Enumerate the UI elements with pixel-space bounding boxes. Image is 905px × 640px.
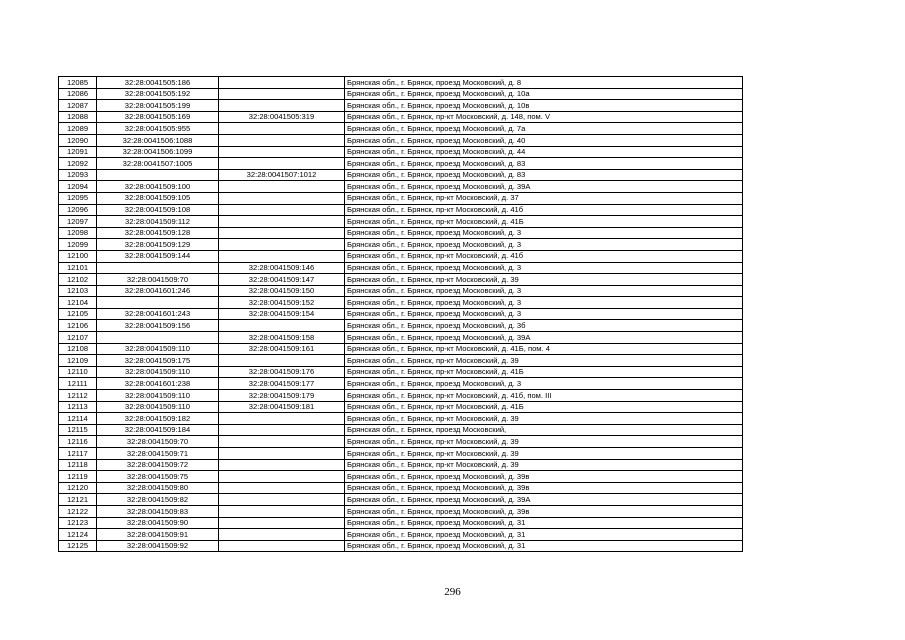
old-cadastral-number-cell: 32:28:0041509:110 (97, 401, 219, 413)
row-number-cell: 12103 (59, 285, 97, 297)
old-cadastral-number-cell (97, 262, 219, 274)
table-row (59, 517, 743, 529)
old-cadastral-number-cell: 32:28:0041509:105 (97, 192, 219, 204)
row-number-cell: 12122 (59, 505, 97, 517)
table-row (59, 111, 743, 123)
address-cell: Брянская обл., г. Брянск, пр-кт Московский, д. 148, пом. V (345, 111, 743, 123)
table-row (59, 366, 743, 378)
new-cadastral-number-cell (219, 77, 345, 89)
new-cadastral-number-cell: 32:28:0041509:179 (219, 390, 345, 402)
old-cadastral-number-cell (97, 332, 219, 344)
address-cell: Брянская обл., г. Брянск, проезд Московский, д. 83 (345, 158, 743, 170)
new-cadastral-number-cell: 32:28:0041509:176 (219, 366, 345, 378)
old-cadastral-number-cell (97, 297, 219, 309)
table-row (59, 77, 743, 89)
old-cadastral-number-cell: 32:28:0041509:71 (97, 448, 219, 460)
new-cadastral-number-cell (219, 355, 345, 367)
row-number-cell: 12087 (59, 100, 97, 112)
old-cadastral-number-cell: 32:28:0041509:72 (97, 459, 219, 471)
table-row (59, 146, 743, 158)
row-number-cell: 12101 (59, 262, 97, 274)
address-cell: Брянская обл., г. Брянск, проезд Московский, д. 3 (345, 239, 743, 251)
new-cadastral-number-cell (219, 146, 345, 158)
table-row (59, 204, 743, 216)
old-cadastral-number-cell: 32:28:0041509:182 (97, 413, 219, 425)
row-number-cell: 12089 (59, 123, 97, 135)
old-cadastral-number-cell: 32:28:0041509:112 (97, 216, 219, 228)
new-cadastral-number-cell (219, 320, 345, 332)
new-cadastral-number-cell (219, 448, 345, 460)
address-cell: Брянская обл., г. Брянск, пр-кт Московский, д. 41б (345, 204, 743, 216)
old-cadastral-number-cell: 32:28:0041506:1088 (97, 134, 219, 146)
table-row (59, 355, 743, 367)
table-row (59, 390, 743, 402)
new-cadastral-number-cell (219, 134, 345, 146)
address-cell: Брянская обл., г. Брянск, проезд Московский, д. 31 (345, 540, 743, 552)
row-number-cell: 12091 (59, 146, 97, 158)
address-cell: Брянская обл., г. Брянск, проезд Московский, д. 44 (345, 146, 743, 158)
new-cadastral-number-cell (219, 413, 345, 425)
old-cadastral-number-cell: 32:28:0041509:82 (97, 494, 219, 506)
old-cadastral-number-cell: 32:28:0041509:110 (97, 390, 219, 402)
table-row (59, 262, 743, 274)
row-number-cell: 12123 (59, 517, 97, 529)
row-number-cell: 12102 (59, 274, 97, 286)
row-number-cell: 12098 (59, 227, 97, 239)
address-cell: Брянская обл., г. Брянск, проезд Московский, д. 83 (345, 169, 743, 181)
new-cadastral-number-cell (219, 181, 345, 193)
old-cadastral-number-cell: 32:28:0041505:199 (97, 100, 219, 112)
table-row (59, 343, 743, 355)
address-cell: Брянская обл., г. Брянск, проезд Московский, д. 3 (345, 285, 743, 297)
row-number-cell: 12120 (59, 482, 97, 494)
address-cell: Брянская обл., г. Брянск, проезд Московский, д. 3 (345, 262, 743, 274)
row-number-cell: 12109 (59, 355, 97, 367)
old-cadastral-number-cell: 32:28:0041509:128 (97, 227, 219, 239)
row-number-cell: 12112 (59, 390, 97, 402)
old-cadastral-number-cell: 32:28:0041509:75 (97, 471, 219, 483)
table-row (59, 448, 743, 460)
new-cadastral-number-cell (219, 459, 345, 471)
address-cell: Брянская обл., г. Брянск, проезд Московский, д. 10в (345, 100, 743, 112)
row-number-cell: 12111 (59, 378, 97, 390)
table-row (59, 100, 743, 112)
table-body (59, 77, 743, 552)
old-cadastral-number-cell: 32:28:0041509:129 (97, 239, 219, 251)
old-cadastral-number-cell: 32:28:0041601:246 (97, 285, 219, 297)
address-cell: Брянская обл., г. Брянск, пр-кт Московский, д. 39 (345, 355, 743, 367)
new-cadastral-number-cell: 32:28:0041509:154 (219, 308, 345, 320)
new-cadastral-number-cell (219, 216, 345, 228)
row-number-cell: 12107 (59, 332, 97, 344)
new-cadastral-number-cell (219, 100, 345, 112)
address-cell: Брянская обл., г. Брянск, пр-кт Московский, д. 39 (345, 448, 743, 460)
new-cadastral-number-cell: 32:28:0041509:150 (219, 285, 345, 297)
row-number-cell: 12104 (59, 297, 97, 309)
row-number-cell: 12114 (59, 413, 97, 425)
address-cell: Брянская обл., г. Брянск, пр-кт Московский, д. 37 (345, 192, 743, 204)
new-cadastral-number-cell: 32:28:0041509:146 (219, 262, 345, 274)
row-number-cell: 12106 (59, 320, 97, 332)
table-row (59, 123, 743, 135)
new-cadastral-number-cell: 32:28:0041509:181 (219, 401, 345, 413)
cadastral-table (58, 76, 743, 552)
address-cell: Брянская обл., г. Брянск, проезд Московский, д. 3 (345, 297, 743, 309)
row-number-cell: 12124 (59, 529, 97, 541)
old-cadastral-number-cell: 32:28:0041509:80 (97, 482, 219, 494)
address-cell: Брянская обл., г. Брянск, проезд Московский, д. 3б (345, 320, 743, 332)
old-cadastral-number-cell: 32:28:0041509:100 (97, 181, 219, 193)
address-cell: Брянская обл., г. Брянск, проезд Московский, д. 3 (345, 308, 743, 320)
row-number-cell: 12117 (59, 448, 97, 460)
new-cadastral-number-cell (219, 250, 345, 262)
table-row (59, 494, 743, 506)
table-row (59, 88, 743, 100)
table-row (59, 308, 743, 320)
old-cadastral-number-cell: 32:28:0041507:1005 (97, 158, 219, 170)
new-cadastral-number-cell: 32:28:0041507:1012 (219, 169, 345, 181)
row-number-cell: 12118 (59, 459, 97, 471)
old-cadastral-number-cell: 32:28:0041509:156 (97, 320, 219, 332)
address-cell: Брянская обл., г. Брянск, проезд Московский, д. 31 (345, 529, 743, 541)
row-number-cell: 12113 (59, 401, 97, 413)
row-number-cell: 12092 (59, 158, 97, 170)
table-row (59, 239, 743, 251)
old-cadastral-number-cell: 32:28:0041509:70 (97, 274, 219, 286)
address-cell: Брянская обл., г. Брянск, проезд Московский, д. 39А (345, 332, 743, 344)
old-cadastral-number-cell: 32:28:0041505:186 (97, 77, 219, 89)
address-cell: Брянская обл., г. Брянск, проезд Московский, д. 31 (345, 517, 743, 529)
row-number-cell: 12115 (59, 424, 97, 436)
address-cell: Брянская обл., г. Брянск, проезд Московский, д. 3 (345, 227, 743, 239)
address-cell: Брянская обл., г. Брянск, пр-кт Московский, д. 39 (345, 274, 743, 286)
new-cadastral-number-cell (219, 540, 345, 552)
row-number-cell: 12110 (59, 366, 97, 378)
old-cadastral-number-cell: 32:28:0041509:83 (97, 505, 219, 517)
row-number-cell: 12108 (59, 343, 97, 355)
address-cell: Брянская обл., г. Брянск, проезд Московский, д. 8 (345, 77, 743, 89)
table-row (59, 285, 743, 297)
old-cadastral-number-cell: 32:28:0041509:144 (97, 250, 219, 262)
row-number-cell: 12090 (59, 134, 97, 146)
table-row (59, 169, 743, 181)
new-cadastral-number-cell (219, 424, 345, 436)
table-row (59, 216, 743, 228)
table-row (59, 378, 743, 390)
new-cadastral-number-cell (219, 88, 345, 100)
old-cadastral-number-cell: 32:28:0041509:90 (97, 517, 219, 529)
table-row (59, 471, 743, 483)
old-cadastral-number-cell: 32:28:0041505:192 (97, 88, 219, 100)
row-number-cell: 12096 (59, 204, 97, 216)
new-cadastral-number-cell (219, 529, 345, 541)
row-number-cell: 12094 (59, 181, 97, 193)
table-row (59, 459, 743, 471)
old-cadastral-number-cell: 32:28:0041505:169 (97, 111, 219, 123)
old-cadastral-number-cell: 32:28:0041509:91 (97, 529, 219, 541)
old-cadastral-number-cell: 32:28:0041509:110 (97, 366, 219, 378)
table-row (59, 192, 743, 204)
table-row (59, 401, 743, 413)
old-cadastral-number-cell: 32:28:0041509:175 (97, 355, 219, 367)
old-cadastral-number-cell: 32:28:0041509:92 (97, 540, 219, 552)
row-number-cell: 12086 (59, 88, 97, 100)
address-cell: Брянская обл., г. Брянск, проезд Московский, д. 7а (345, 123, 743, 135)
old-cadastral-number-cell: 32:28:0041601:238 (97, 378, 219, 390)
old-cadastral-number-cell: 32:28:0041506:1099 (97, 146, 219, 158)
row-number-cell: 12093 (59, 169, 97, 181)
row-number-cell: 12105 (59, 308, 97, 320)
table-row (59, 320, 743, 332)
new-cadastral-number-cell (219, 204, 345, 216)
row-number-cell: 12100 (59, 250, 97, 262)
table-row (59, 332, 743, 344)
table-row (59, 274, 743, 286)
new-cadastral-number-cell: 32:28:0041509:161 (219, 343, 345, 355)
table-row (59, 424, 743, 436)
address-cell: Брянская обл., г. Брянск, проезд Московский, д. 10а (345, 88, 743, 100)
address-cell: Брянская обл., г. Брянск, пр-кт Московский, д. 39 (345, 459, 743, 471)
table-row (59, 505, 743, 517)
new-cadastral-number-cell (219, 123, 345, 135)
new-cadastral-number-cell (219, 239, 345, 251)
table-row (59, 482, 743, 494)
new-cadastral-number-cell (219, 192, 345, 204)
new-cadastral-number-cell (219, 494, 345, 506)
address-cell: Брянская обл., г. Брянск, пр-кт Московский, д. 39 (345, 413, 743, 425)
new-cadastral-number-cell: 32:28:0041509:158 (219, 332, 345, 344)
old-cadastral-number-cell: 32:28:0041505:955 (97, 123, 219, 135)
new-cadastral-number-cell (219, 158, 345, 170)
new-cadastral-number-cell (219, 482, 345, 494)
address-cell: Брянская обл., г. Брянск, проезд Московский, д. 39в (345, 482, 743, 494)
row-number-cell: 12125 (59, 540, 97, 552)
row-number-cell: 12085 (59, 77, 97, 89)
new-cadastral-number-cell: 32:28:0041509:147 (219, 274, 345, 286)
table-row (59, 227, 743, 239)
old-cadastral-number-cell: 32:28:0041601:243 (97, 308, 219, 320)
table-row (59, 436, 743, 448)
old-cadastral-number-cell: 32:28:0041509:108 (97, 204, 219, 216)
row-number-cell: 12097 (59, 216, 97, 228)
address-cell: Брянская обл., г. Брянск, проезд Московский, д. 3 (345, 378, 743, 390)
row-number-cell: 12119 (59, 471, 97, 483)
address-cell: Брянская обл., г. Брянск, проезд Московский, (345, 424, 743, 436)
new-cadastral-number-cell: 32:28:0041505:319 (219, 111, 345, 123)
new-cadastral-number-cell (219, 436, 345, 448)
new-cadastral-number-cell (219, 517, 345, 529)
new-cadastral-number-cell (219, 227, 345, 239)
old-cadastral-number-cell: 32:28:0041509:110 (97, 343, 219, 355)
new-cadastral-number-cell: 32:28:0041509:152 (219, 297, 345, 309)
table-row (59, 297, 743, 309)
address-cell: Брянская обл., г. Брянск, пр-кт Московский, д. 39 (345, 436, 743, 448)
address-cell: Брянская обл., г. Брянск, пр-кт Московский, д. 41Б (345, 216, 743, 228)
address-cell: Брянская обл., г. Брянск, пр-кт Московский, д. 41б (345, 250, 743, 262)
table-row (59, 529, 743, 541)
row-number-cell: 12088 (59, 111, 97, 123)
table-row (59, 134, 743, 146)
new-cadastral-number-cell: 32:28:0041509:177 (219, 378, 345, 390)
address-cell: Брянская обл., г. Брянск, проезд Московский, д. 39А (345, 181, 743, 193)
address-cell: Брянская обл., г. Брянск, пр-кт Московский, д. 41Б (345, 401, 743, 413)
address-cell: Брянская обл., г. Брянск, пр-кт Московский, д. 41б, пом. III (345, 390, 743, 402)
table-row (59, 181, 743, 193)
address-cell: Брянская обл., г. Брянск, пр-кт Московский, д. 41Б (345, 366, 743, 378)
table-row (59, 413, 743, 425)
row-number-cell: 12099 (59, 239, 97, 251)
old-cadastral-number-cell: 32:28:0041509:70 (97, 436, 219, 448)
table-row (59, 250, 743, 262)
new-cadastral-number-cell (219, 505, 345, 517)
address-cell: Брянская обл., г. Брянск, пр-кт Московский, д. 41Б, пом. 4 (345, 343, 743, 355)
old-cadastral-number-cell: 32:28:0041509:184 (97, 424, 219, 436)
table-row (59, 158, 743, 170)
row-number-cell: 12095 (59, 192, 97, 204)
table-row (59, 540, 743, 552)
address-cell: Брянская обл., г. Брянск, проезд Московский, д. 40 (345, 134, 743, 146)
old-cadastral-number-cell (97, 169, 219, 181)
address-cell: Брянская обл., г. Брянск, проезд Московский, д. 39А (345, 494, 743, 506)
page-number: 296 (444, 586, 461, 598)
address-cell: Брянская обл., г. Брянск, проезд Московский, д. 39в (345, 505, 743, 517)
address-cell: Брянская обл., г. Брянск, проезд Московский, д. 39в (345, 471, 743, 483)
row-number-cell: 12121 (59, 494, 97, 506)
new-cadastral-number-cell (219, 471, 345, 483)
row-number-cell: 12116 (59, 436, 97, 448)
